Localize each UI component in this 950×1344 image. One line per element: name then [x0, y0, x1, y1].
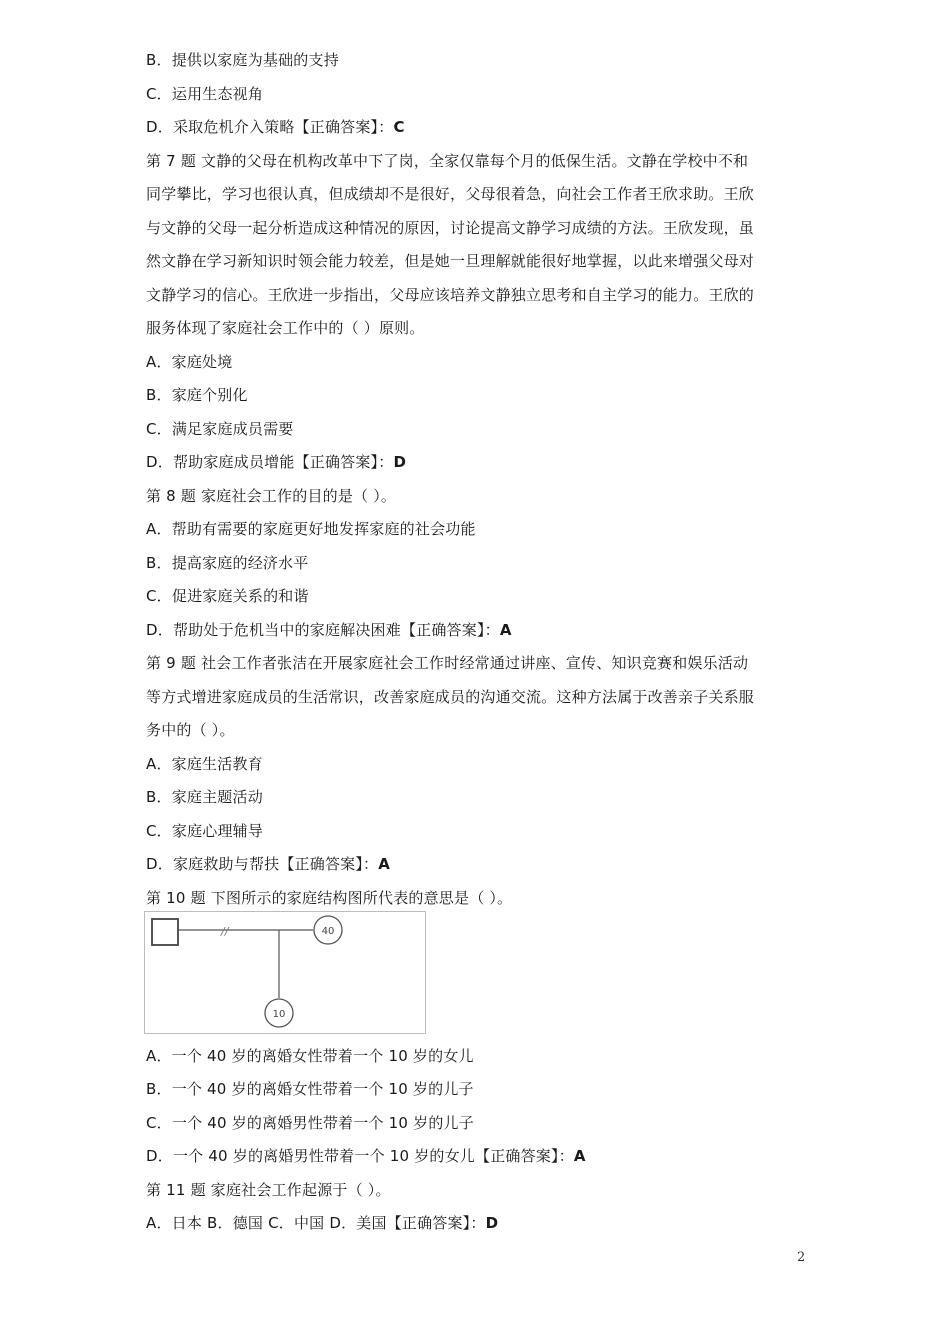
family-structure-diagram — [144, 911, 426, 1034]
mother-age-label: 40 — [321, 926, 335, 937]
option-line: B．提供以家庭为基础的支持 — [146, 51, 339, 69]
question-line: 文静学习的信心。王欣进一步指出，父母应该培养文静独立思考和自主学习的能力。王欣的 — [146, 286, 755, 304]
option-line: A．一个 40 岁的离婚女性带着一个 10 岁的女儿 — [146, 1047, 474, 1065]
question-line: 第 10 题 下图所示的家庭结构图所代表的意思是（ ）。 — [146, 889, 513, 907]
option-line: C．运用生态视角 — [146, 85, 264, 103]
correct-answer: A — [378, 855, 391, 873]
option-line: A．帮助有需要的家庭更好地发挥家庭的社会功能 — [146, 520, 476, 538]
question-line: 与文静的父母一起分析造成这种情况的原因，讨论提高文静学习成绩的方法。王欣发现，虽 — [146, 219, 755, 237]
option-line: A．日本 B．德国 C．中国 D．美国【正确答案】：D — [146, 1214, 499, 1232]
option-line: C．满足家庭成员需要 — [146, 420, 294, 438]
option-line: C．一个 40 岁的离婚男性带着一个 10 岁的儿子 — [146, 1114, 474, 1132]
option-line: D．一个 40 岁的离婚男性带着一个 10 岁的女儿【正确答案】：A — [146, 1147, 586, 1165]
option-line: C．家庭心理辅导 — [146, 822, 264, 840]
page-number: 2 — [797, 1250, 806, 1265]
question-line: 第 8 题 家庭社会工作的目的是（ ）。 — [146, 487, 397, 505]
correct-answer: D — [485, 1214, 499, 1232]
child-age-label: 10 — [272, 1009, 286, 1020]
option-line: B．一个 40 岁的离婚女性带着一个 10 岁的儿子 — [146, 1080, 474, 1098]
option-line: B．提高家庭的经济水平 — [146, 554, 309, 572]
question-line: 第 7 题 文静的父母在机构改革中下了岗，全家仅靠每个月的低保生活。文静在学校中不和 — [146, 152, 749, 170]
correct-answer: D — [393, 453, 407, 471]
question-line: 然文静在学习新知识时领会能力较差，但是她一旦理解就能很好地掌握，以此来增强父母对 — [146, 252, 755, 270]
correct-answer: C — [393, 118, 405, 136]
divorce-mark: // — [221, 925, 229, 938]
question-line: 第 11 题 家庭社会工作起源于（ ）。 — [146, 1181, 391, 1199]
option-line: D．帮助处于危机当中的家庭解决困难【正确答案】：A — [146, 621, 512, 639]
question-line: 服务体现了家庭社会工作中的（ ）原则。 — [146, 319, 425, 337]
option-line: A．家庭处境 — [146, 353, 233, 371]
option-line: D．帮助家庭成员增能【正确答案】：D — [146, 453, 407, 471]
question-line: 同学攀比，学习也很认真，但成绩却不是很好，父母很着急，向社会工作者王欣求助。王欣 — [146, 185, 755, 203]
correct-answer: A — [573, 1147, 586, 1165]
correct-answer: A — [499, 621, 512, 639]
option-line: B．家庭个别化 — [146, 386, 248, 404]
option-line: C．促进家庭关系的和谐 — [146, 587, 309, 605]
option-line: D．家庭救助与帮扶【正确答案】：A — [146, 855, 391, 873]
question-line: 等方式增进家庭成员的生活常识，改善家庭成员的沟通交流。这种方法属于改善亲子关系服 — [146, 688, 755, 706]
question-line: 第 9 题 社会工作者张洁在开展家庭社会工作时经常通过讲座、宣传、知识竞赛和娱乐活动 — [146, 654, 749, 672]
question-line: 务中的（ ）。 — [146, 721, 235, 739]
option-line: B．家庭主题活动 — [146, 788, 263, 806]
male-square-symbol — [152, 919, 178, 945]
option-line: A．家庭生活教育 — [146, 755, 263, 773]
genogram — [145, 912, 425, 1033]
option-line: D．采取危机介入策略【正确答案】：C — [146, 118, 405, 136]
